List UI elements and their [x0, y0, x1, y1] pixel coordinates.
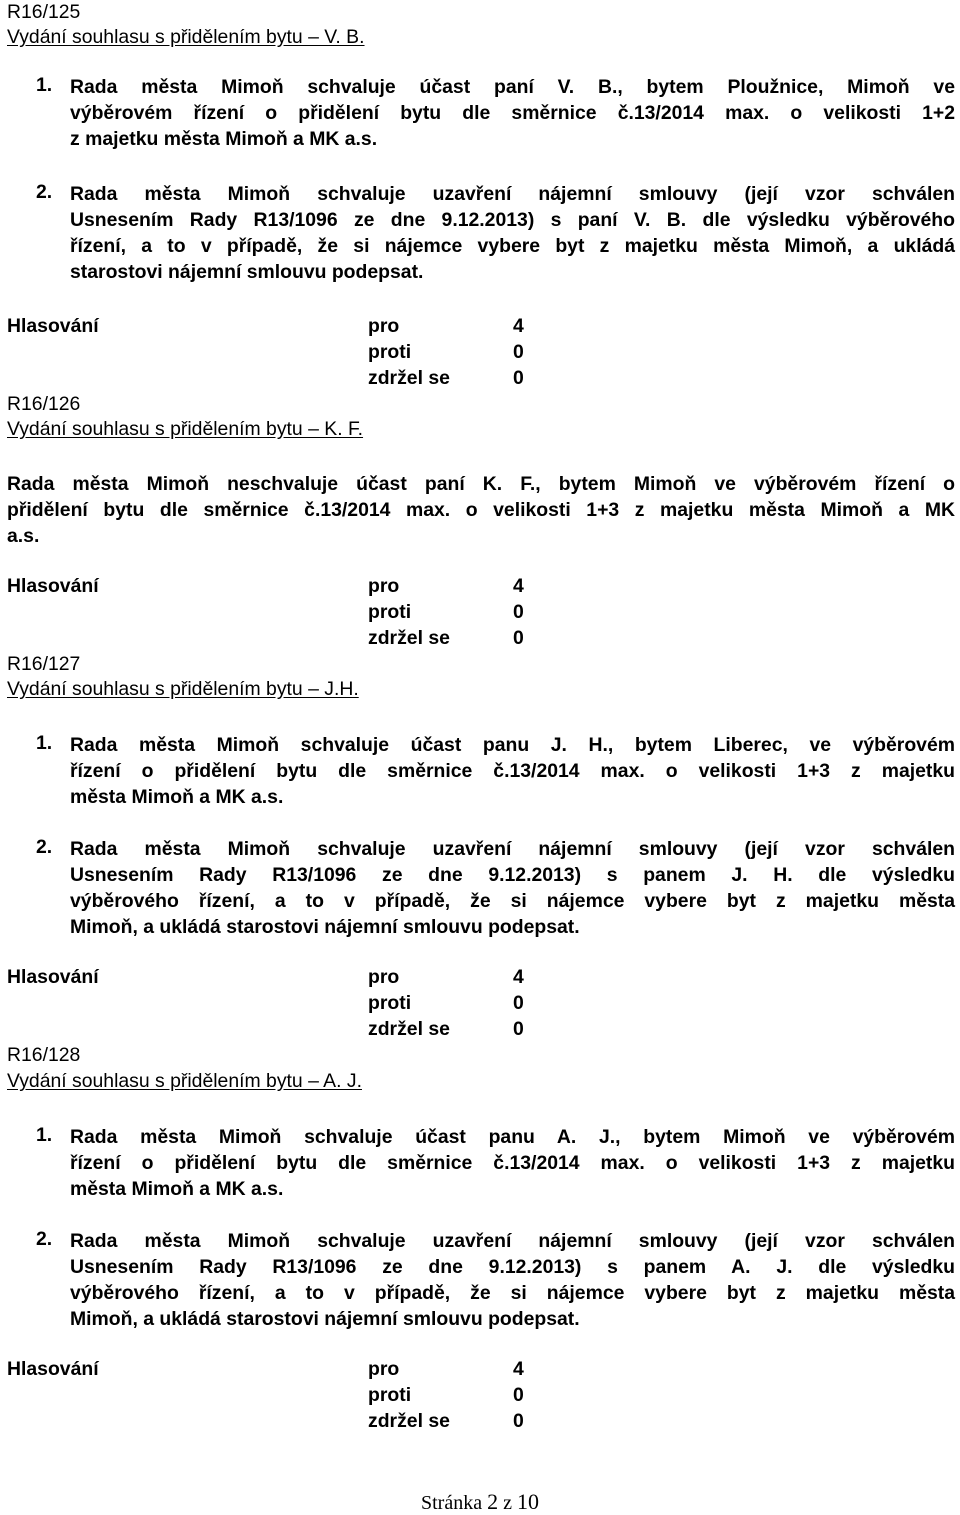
vote-zdrzel-label: zdržel se	[368, 1018, 450, 1040]
item-number: 2.	[36, 181, 53, 203]
resolution-title: Vydání souhlasu s přidělením bytu – V. B.	[7, 26, 365, 48]
voting-label: Hlasování	[7, 315, 99, 337]
resolution-number: R16/128	[7, 1044, 81, 1066]
vote-zdrzel-label: zdržel se	[368, 627, 450, 649]
page-number: 2	[487, 1489, 499, 1514]
vote-proti-label: proti	[368, 1384, 412, 1406]
paragraph: Rada města Mimoň schvaluje účast paní V. B., bytem Ploužnice, Mimoň ve výběrovém řízení o přidělení bytu dle směrnice č.13/2014 max. o velikosti 1+2 z majetku města Mimoň a MK a.s.	[70, 76, 955, 150]
paragraph: Rada města Mimoň neschvaluje účast paní K. F., bytem Mimoň ve výběrovém řízení o přidělení bytu dle směrnice č.13/2014 max. o velikosti 1+3 z majetku města Mimoň a MK a.s.	[7, 473, 955, 547]
item-number: 1.	[36, 1124, 53, 1146]
vote-zdrzel-count: 0	[513, 1018, 524, 1040]
voting-label: Hlasování	[7, 575, 99, 597]
resolution-number: R16/126	[7, 393, 81, 415]
vote-proti-count: 0	[513, 341, 524, 363]
paragraph: Rada města Mimoň schvaluje účast panu J. H., bytem Liberec, ve výběrovém řízení o přidělení bytu dle směrnice č.13/2014 max. o velikosti 1+3 z majetku města Mimoň a MK a.s.	[70, 734, 955, 808]
vote-proti-label: proti	[368, 341, 412, 363]
resolution-title: Vydání souhlasu s přidělením bytu – K. F.	[7, 418, 364, 440]
vote-pro-count: 4	[513, 315, 524, 337]
paragraph: Rada města Mimoň schvaluje uzavření nájemní smlouvy (její vzor schválen Usnesením Rady R13/1096 ze dne 9.12.2013) s paní V. B. dle výsledku výběrového řízení, a to v případě, že si nájemce vybere byt z majetku města Mimoň, a ukládá starostovi nájemní smlouvu podepsat.	[70, 183, 955, 283]
vote-proti-count: 0	[513, 1384, 524, 1406]
vote-pro-label: pro	[368, 315, 400, 337]
item-number: 1.	[36, 74, 53, 96]
vote-proti-count: 0	[513, 601, 524, 623]
vote-proti-count: 0	[513, 992, 524, 1014]
vote-proti-label: proti	[368, 992, 412, 1014]
resolution-title: Vydání souhlasu s přidělením bytu – J.H.	[7, 678, 359, 700]
item-number: 2.	[36, 1228, 53, 1250]
vote-pro-count: 4	[513, 966, 524, 988]
paragraph: Rada města Mimoň schvaluje účast panu A. J., bytem Mimoň ve výběrovém řízení o přidělení bytu dle směrnice č.13/2014 max. o velikosti 1+3 z majetku města Mimoň a MK a.s.	[70, 1126, 955, 1200]
vote-zdrzel-count: 0	[513, 627, 524, 649]
item-number: 2.	[36, 836, 53, 858]
voting-label: Hlasování	[7, 966, 99, 988]
vote-pro-label: pro	[368, 575, 400, 597]
vote-pro-count: 4	[513, 575, 524, 597]
footer-prefix: Stránka	[421, 1492, 483, 1514]
footer-separator: z	[503, 1492, 512, 1514]
vote-pro-label: pro	[368, 966, 400, 988]
vote-zdrzel-count: 0	[513, 367, 524, 389]
paragraph: Rada města Mimoň schvaluje uzavření nájemní smlouvy (její vzor schválen Usnesením Rady R13/1096 ze dne 9.12.2013) s panem A. J. dle výsledku výběrového řízení, a to v případě, že si nájemce vybere byt z majetku města Mimoň, a ukládá starostovi nájemní smlouvu podepsat.	[70, 1230, 955, 1330]
resolution-number: R16/127	[7, 653, 81, 675]
item-number: 1.	[36, 732, 53, 754]
voting-label: Hlasování	[7, 1358, 99, 1380]
page-footer	[0, 1489, 960, 1515]
resolution-title: Vydání souhlasu s přidělením bytu – A. J.	[7, 1070, 362, 1092]
vote-pro-label: pro	[368, 1358, 400, 1380]
vote-proti-label: proti	[368, 601, 412, 623]
vote-pro-count: 4	[513, 1358, 524, 1380]
resolution-number: R16/125	[7, 1, 81, 23]
vote-zdrzel-label: zdržel se	[368, 367, 450, 389]
page-total: 10	[516, 1489, 539, 1514]
vote-zdrzel-label: zdržel se	[368, 1410, 450, 1432]
vote-zdrzel-count: 0	[513, 1410, 524, 1432]
paragraph: Rada města Mimoň schvaluje uzavření nájemní smlouvy (její vzor schválen Usnesením Rady R13/1096 ze dne 9.12.2013) s panem J. H. dle výsledku výběrového řízení, a to v případě, že si nájemce vybere byt z majetku města Mimoň, a ukládá starostovi nájemní smlouvu podepsat.	[70, 838, 955, 938]
